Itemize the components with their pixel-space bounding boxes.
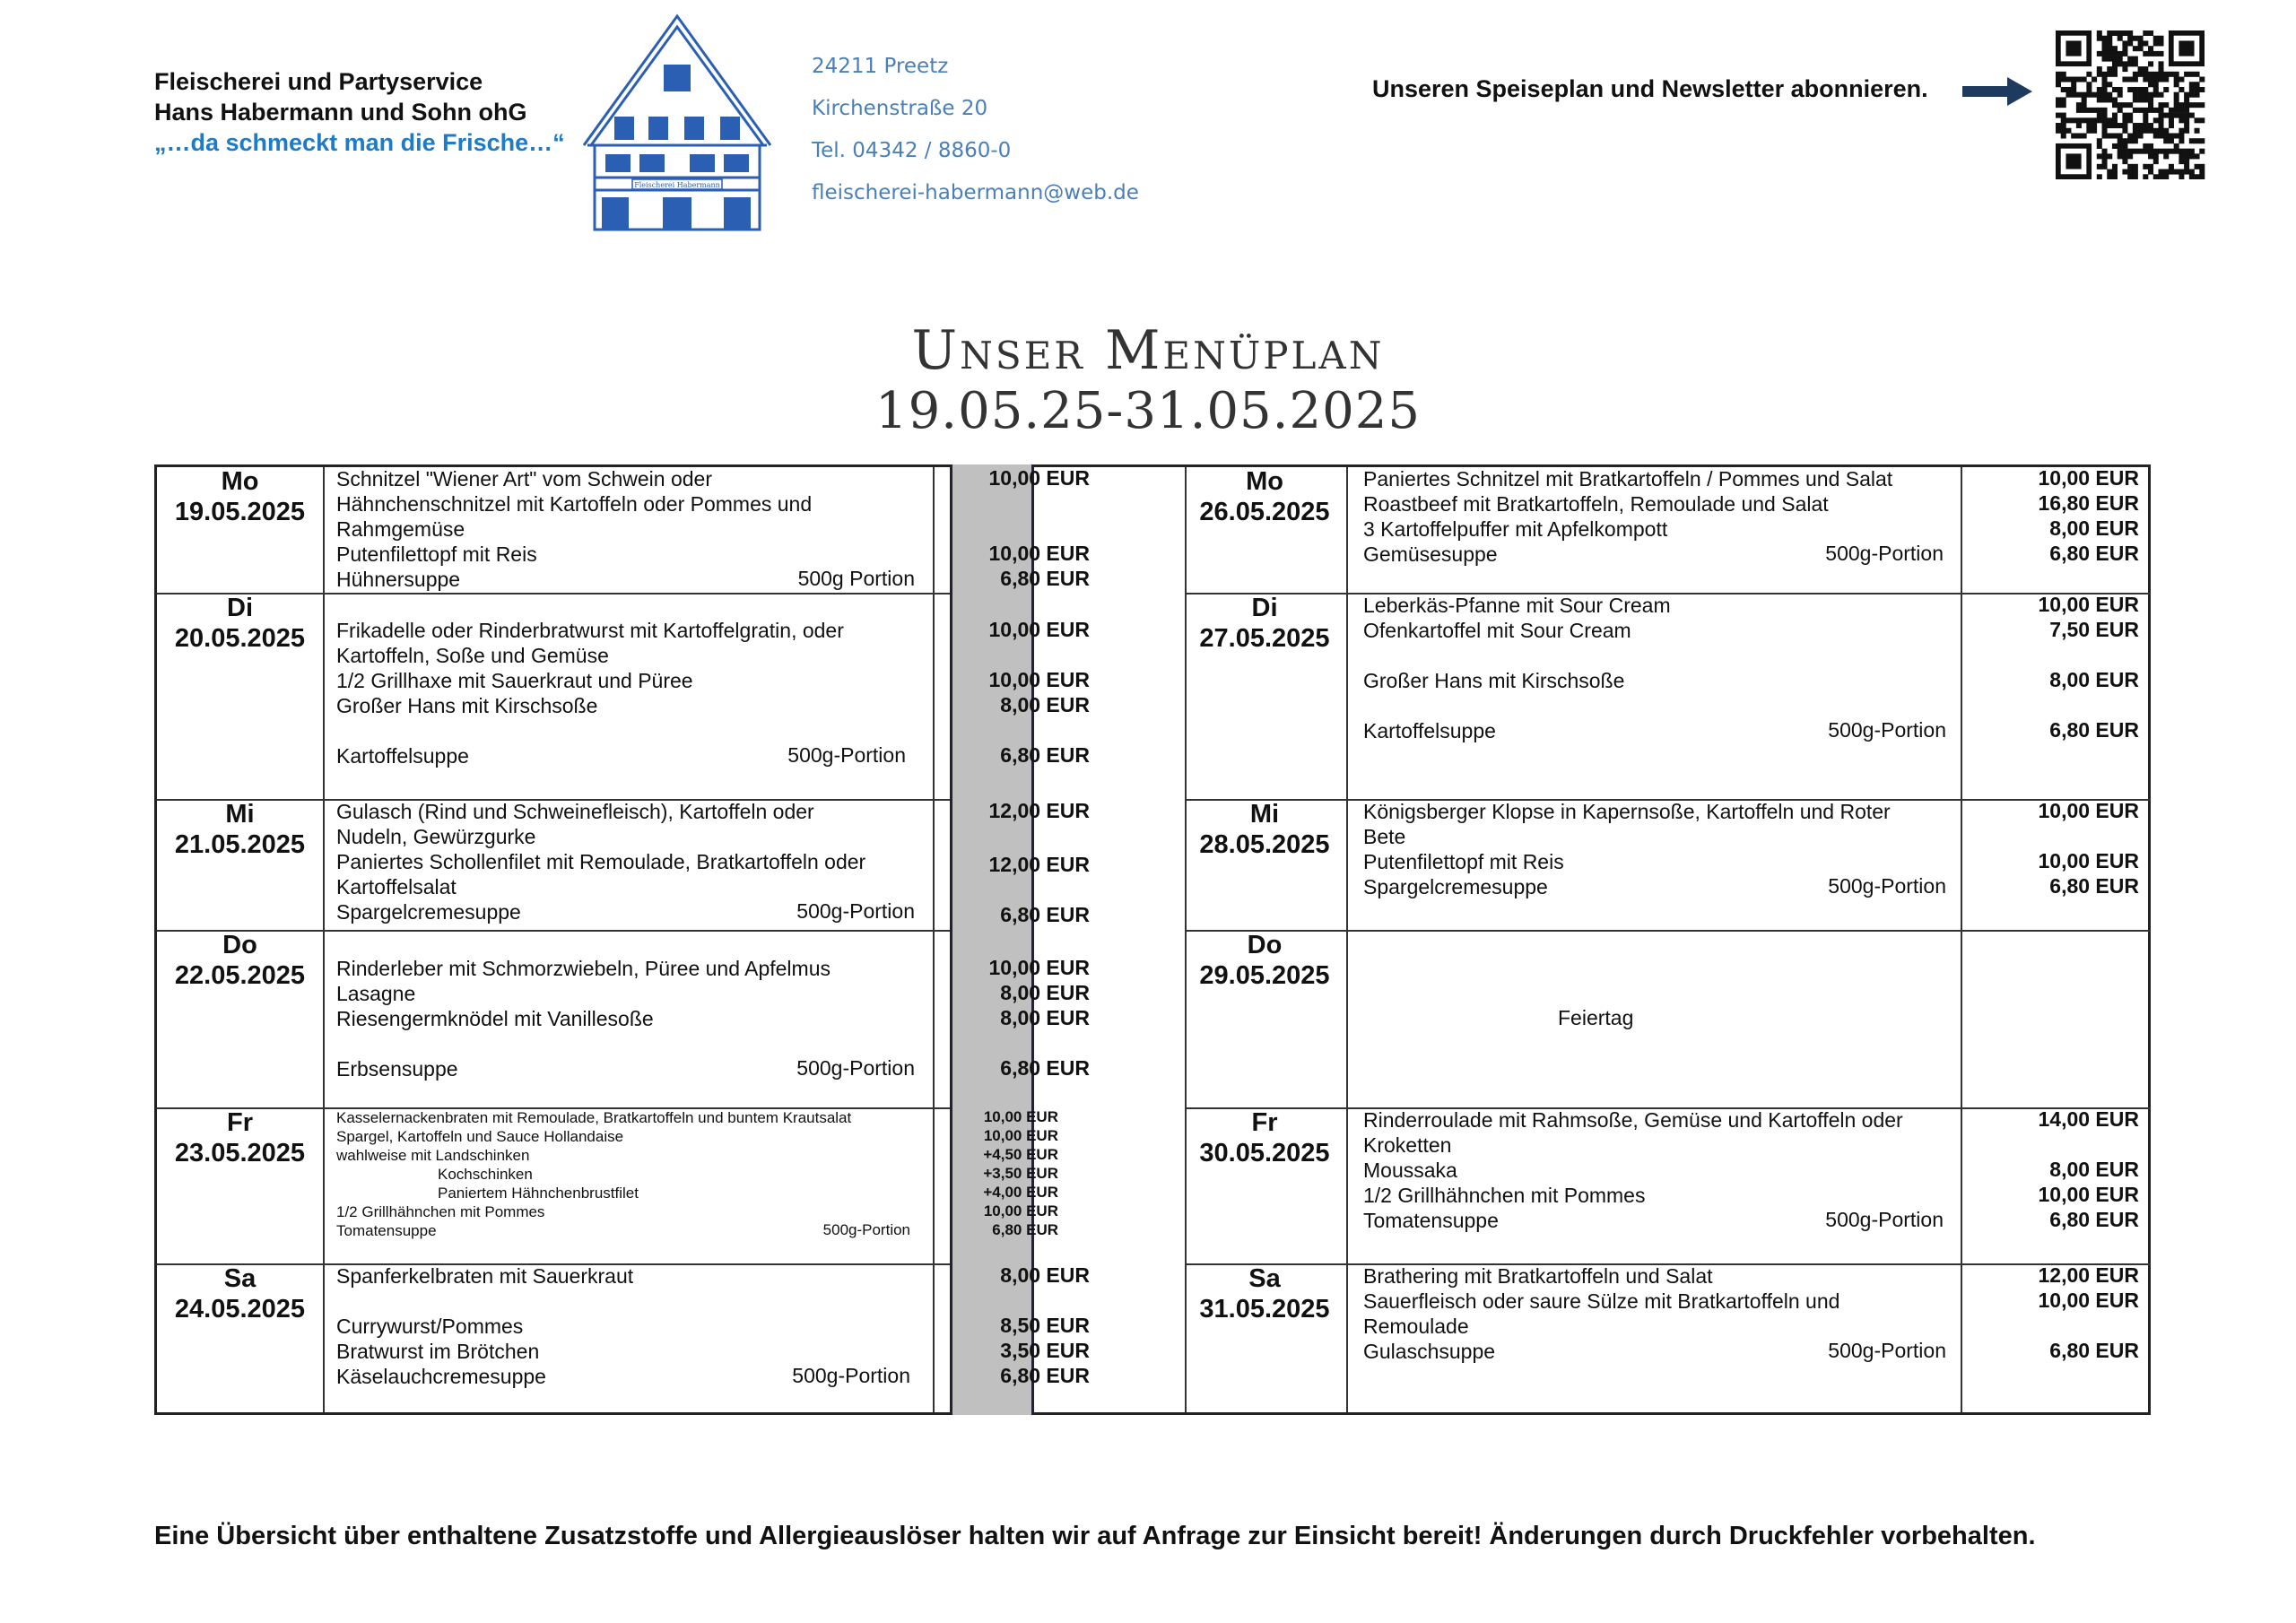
price: 8,50 EUR	[1000, 1314, 1090, 1337]
company-slogan: „…da schmeckt man die Frische…“	[154, 129, 565, 156]
column-divider	[1346, 467, 1348, 1412]
menu-item: Kartoffelsuppe	[1363, 719, 1496, 742]
date: 28.05.2025	[1199, 830, 1330, 859]
portion-note: 500g Portion	[797, 567, 915, 590]
weekday: Do	[222, 931, 257, 959]
date-range: 19.05.25-31.05.2025	[875, 382, 1421, 440]
menu-item: Kasselernackenbraten mit Remoulade, Bratkartoffeln und buntem Krautsalat	[336, 1109, 852, 1126]
day-label-mi-28	[1184, 799, 1345, 860]
date: 29.05.2025	[1199, 961, 1330, 990]
price: 10,00 EUR	[983, 1108, 1058, 1125]
day-label-sa-31	[1184, 1263, 1345, 1324]
weekday: Do	[1247, 931, 1283, 959]
menu-item: Riesengermknödel mit Vanillesoße	[336, 1007, 654, 1030]
date: 26.05.2025	[1199, 498, 1330, 526]
day-label-do-29	[1184, 930, 1345, 991]
menu-item: Moussaka	[1363, 1159, 1457, 1182]
price: 6,80 EUR	[1000, 1364, 1090, 1387]
price: 6,80 EUR	[1000, 567, 1090, 590]
menu-item: Nudeln, Gewürzgurke	[336, 825, 536, 848]
menu-item: Rinderroulade mit Rahmsoße, Gemüse und Kartoffeln oder	[1363, 1108, 1903, 1132]
company-owner: Hans Habermann und Sohn ohG	[154, 99, 527, 126]
price: 10,00 EUR	[988, 542, 1090, 565]
menu-item: 1/2 Grillhaxe mit Sauerkraut und Püree	[336, 669, 693, 692]
price: 8,00 EUR	[1000, 981, 1090, 1004]
weekday: Mi	[225, 800, 255, 829]
weekday: Di	[1251, 594, 1278, 622]
menu-item: Käselauchcremesuppe	[336, 1365, 546, 1388]
menu-item: 1/2 Grillhähnchen mit Pommes	[1363, 1184, 1646, 1207]
column-divider	[1961, 467, 1962, 1412]
price: 6,80 EUR	[2049, 718, 2139, 742]
menu-item: Gulasch (Rind und Schweinefleisch), Kartoffeln oder	[336, 800, 814, 823]
butcher-house-logo	[578, 11, 776, 233]
allergen-disclaimer: Eine Übersicht über enthaltene Zusatzstoffe und Allergieauslöser halten wir auf Anfrage zur Einsicht bereit! Änderungen durch Druckfehler vorbehalten.	[154, 1522, 2036, 1550]
price: 10,00 EUR	[988, 668, 1090, 691]
menu-item: Lasagne	[336, 982, 416, 1005]
price: 6,80 EUR	[2049, 1208, 2139, 1231]
price: 10,00 EUR	[2038, 1289, 2139, 1312]
date: 19.05.2025	[174, 498, 306, 526]
price: +3,50 EUR	[983, 1165, 1058, 1182]
menu-item: Rinderleber mit Schmorzwiebeln, Püree und Apfelmus	[336, 957, 831, 980]
menu-item: Schnitzel "Wiener Art" vom Schwein oder	[336, 467, 712, 490]
price: 10,00 EUR	[2038, 849, 2139, 872]
price: 14,00 EUR	[2038, 1107, 2139, 1131]
day-label-do-22	[157, 930, 323, 991]
menu-item: Tomatensuppe	[336, 1222, 437, 1239]
company-block	[154, 66, 565, 158]
menu-item: Roastbeef mit Bratkartoffeln, Remoulade und Salat	[1363, 492, 1829, 516]
portion-note: 500g-Portion	[1828, 718, 1946, 742]
menu-item: Spargelcremesuppe	[1363, 875, 1548, 898]
menu-item: Tomatensuppe	[1363, 1209, 1499, 1232]
price: 6,80 EUR	[2049, 1339, 2139, 1362]
weekday: Mi	[1249, 800, 1280, 829]
menu-item: Brathering mit Bratkartoffeln und Salat	[1363, 1264, 1713, 1288]
price: 7,50 EUR	[2049, 618, 2139, 641]
portion-note: 500g-Portion	[822, 1221, 910, 1238]
price: 10,00 EUR	[2038, 1183, 2139, 1206]
day-label-mi-21	[157, 799, 323, 860]
menu-item: Kartoffeln, Soße und Gemüse	[336, 644, 609, 667]
menu-item: Bete	[1363, 825, 1406, 848]
menu-item: Rahmgemüse	[336, 517, 465, 541]
price: 6,80 EUR	[1000, 1056, 1090, 1080]
menu-item: 1/2 Grillhähnchen mit Pommes	[336, 1203, 545, 1220]
menu-item: Großer Hans mit Kirschsoße	[336, 694, 598, 717]
day-label-di-20	[157, 593, 323, 654]
portion-note: 500g-Portion	[796, 899, 915, 923]
day-label-di-27	[1184, 593, 1345, 654]
day-label-fr-23	[157, 1107, 323, 1168]
date: 21.05.2025	[174, 830, 306, 859]
weekday: Sa	[1248, 1264, 1281, 1293]
portion-note: 500g-Portion	[1828, 1339, 1946, 1362]
price: 10,00 EUR	[2038, 466, 2139, 490]
price: 8,00 EUR	[2049, 668, 2139, 691]
menu-item: Paniertes Schollenfilet mit Remoulade, Bratkartoffeln oder	[336, 850, 866, 873]
portion-note: 500g-Portion	[796, 1056, 915, 1080]
price: 8,00 EUR	[2049, 516, 2139, 540]
price: 6,80 EUR	[1000, 903, 1090, 926]
menu-item: Putenfilettopf mit Reis	[336, 542, 537, 566]
portion-note: 500g-Portion	[1828, 874, 1946, 898]
date: 30.05.2025	[1199, 1139, 1330, 1167]
email-address[interactable]: fleischerei-habermann@web.de	[812, 181, 1139, 204]
date: 23.05.2025	[174, 1139, 306, 1167]
portion-note: 500g-Portion	[1825, 1208, 1944, 1231]
date: 24.05.2025	[174, 1295, 306, 1324]
address-street: Kirchenstraße 20	[812, 97, 988, 120]
price: 8,00 EUR	[1000, 1006, 1090, 1029]
menu-item: Leberkäs-Pfanne mit Sour Cream	[1363, 594, 1671, 617]
house-sign: Fleischerei Habermann	[634, 181, 720, 189]
menu-item: Paniertes Schnitzel mit Bratkartoffeln / Pommes und Salat	[1363, 467, 1893, 490]
menu-item: Bratwurst im Brötchen	[336, 1340, 540, 1363]
price: 12,00 EUR	[988, 853, 1090, 876]
menu-item: Remoulade	[1363, 1315, 1469, 1338]
date: 20.05.2025	[174, 624, 306, 653]
weekday: Fr	[227, 1108, 253, 1137]
date: 22.05.2025	[174, 961, 306, 990]
price: 10,00 EUR	[983, 1202, 1058, 1219]
menu-item: wahlweise mit Landschinken	[336, 1147, 530, 1164]
price: 6,80 EUR	[1000, 743, 1090, 767]
price: 3,50 EUR	[1000, 1339, 1090, 1362]
price: 8,00 EUR	[1000, 1263, 1090, 1287]
menu-item: Paniertem Hähnchenbrustfilet	[438, 1185, 639, 1202]
menu-item: Putenfilettopf mit Reis	[1363, 850, 1564, 873]
menu-item: Königsberger Klopse in Kapernsoße, Kartoffeln und Roter	[1363, 800, 1891, 823]
price: 12,00 EUR	[988, 799, 1090, 822]
menu-item: Hähnchenschnitzel mit Kartoffeln oder Pommes und	[336, 492, 813, 516]
address-zip: 24211 Preetz	[812, 55, 949, 78]
price: 10,00 EUR	[2038, 799, 2139, 822]
column-divider	[323, 467, 325, 1412]
portion-note: 500g-Portion	[1825, 542, 1944, 565]
menu-item: Currywurst/Pommes	[336, 1315, 524, 1338]
qr-code-icon[interactable]	[2054, 30, 2206, 179]
price: 8,00 EUR	[1000, 693, 1090, 716]
menu-item: Ofenkartoffel mit Sour Cream	[1363, 619, 1631, 642]
price: 10,00 EUR	[988, 956, 1090, 979]
price: 6,80 EUR	[2049, 874, 2139, 898]
price: +4,00 EUR	[983, 1184, 1058, 1201]
holiday-note: Feiertag	[1558, 1006, 1634, 1029]
menu-item: Kroketten	[1363, 1133, 1452, 1157]
menu-item: Gulaschsuppe	[1363, 1340, 1496, 1363]
day-label-sa-24	[157, 1263, 323, 1324]
weekday: Di	[227, 594, 253, 622]
weekday: Sa	[223, 1264, 257, 1293]
menu-item: Frikadelle oder Rinderbratwurst mit Kartoffelgratin, oder	[336, 619, 844, 642]
portion-note: 500g-Portion	[787, 743, 906, 767]
menu-item: Gemüsesuppe	[1363, 542, 1498, 566]
menu-item: Spargel, Kartoffeln und Sauce Hollandaise	[336, 1128, 624, 1145]
day-label-mo-26	[1184, 466, 1345, 527]
phone-number: Tel. 04342 / 8860-0	[812, 139, 1012, 162]
price: 16,80 EUR	[2038, 491, 2139, 515]
price: 10,00 EUR	[983, 1127, 1058, 1144]
menu-item: 3 Kartoffelpuffer mit Apfelkompott	[1363, 517, 1668, 541]
weekday: Mo	[221, 467, 259, 496]
portion-note: 500g-Portion	[792, 1364, 910, 1387]
menu-item: Kochschinken	[438, 1166, 533, 1183]
menu-item: Erbsensuppe	[336, 1057, 458, 1081]
price: 6,80 EUR	[992, 1221, 1058, 1238]
page-title: Unser Menüplan	[911, 319, 1385, 382]
menu-item: Hühnersuppe	[336, 568, 461, 591]
newsletter-text: Unseren Speiseplan und Newsletter abonnieren.	[1372, 75, 1928, 102]
date: 27.05.2025	[1199, 624, 1330, 653]
menu-item: Spargelcremesuppe	[336, 900, 521, 924]
menu-item: Kartoffelsalat	[336, 875, 457, 898]
day-label-mo-19	[157, 466, 323, 527]
address-block	[812, 50, 1139, 219]
weekday: Fr	[1251, 1108, 1278, 1137]
weekday: Mo	[1246, 467, 1283, 496]
arrow-right-icon	[1962, 76, 2032, 107]
price: 10,00 EUR	[988, 618, 1090, 641]
price: 12,00 EUR	[2038, 1263, 2139, 1287]
menu-item: Sauerfleisch oder saure Sülze mit Bratkartoffeln und	[1363, 1289, 1840, 1313]
menu-item: Großer Hans mit Kirschsoße	[1363, 669, 1625, 692]
menu-item: Kartoffelsuppe	[336, 744, 469, 768]
price: 6,80 EUR	[2049, 542, 2139, 565]
company-name: Fleischerei und Partyservice	[154, 68, 483, 95]
menu-item: Spanferkelbraten mit Sauerkraut	[336, 1264, 634, 1288]
day-label-fr-30	[1184, 1107, 1345, 1168]
date: 31.05.2025	[1199, 1295, 1330, 1324]
price: 8,00 EUR	[2049, 1158, 2139, 1181]
price: 10,00 EUR	[988, 466, 1090, 490]
price: +4,50 EUR	[983, 1146, 1058, 1163]
price: 10,00 EUR	[2038, 593, 2139, 616]
